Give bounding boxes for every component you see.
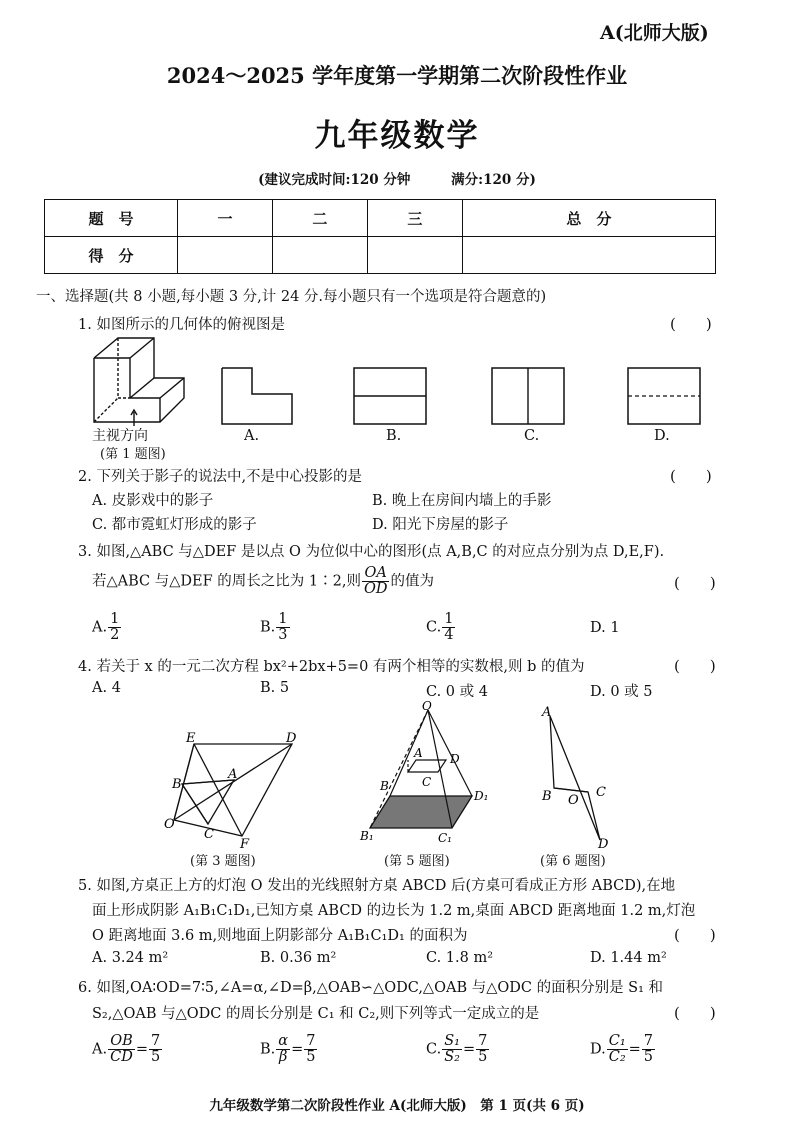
q1-option-a-figure <box>220 366 294 426</box>
q6-stem-line1: 6. 如图,OA∶OD=7∶5,∠A=α,∠D=β,△OAB∽△ODC,△OAB 与△ODC 的面积分别是 S₁ 和 <box>78 980 664 996</box>
fig5-label-o: O <box>422 699 432 713</box>
q1-stem: 1. 如图所示的几何体的俯视图是 <box>78 317 285 333</box>
exam-meta <box>0 168 794 188</box>
score-cell: 三 <box>367 200 462 237</box>
q2-answer-paren[interactable]: ( ) <box>670 467 712 485</box>
fraction-numerator: OB <box>108 1034 135 1050</box>
option-fraction-rhs <box>304 1034 317 1065</box>
score-cell: 总 分 <box>462 200 715 237</box>
figure-5 <box>356 700 496 848</box>
exam-title: 2024～2025 学年度第一学期第二次阶段性作业 <box>166 63 628 88</box>
q4-option-b[interactable]: B. 5 <box>260 680 290 696</box>
q2-option-a[interactable]: A. 皮影戏中的影子 <box>92 493 214 509</box>
q5-stem-line1: 5. 如图,方桌正上方的灯泡 O 发出的光线照射方桌 ABCD 后(方桌可看成正方形 ABCD),在地 <box>78 878 676 894</box>
fraction-denominator: 5 <box>150 1049 161 1066</box>
fraction-denominator: C₂ <box>608 1049 626 1066</box>
page-footer: 九年级数学第二次阶段性作业 A(北师大版) 第 1 页(共 6 页) <box>209 1098 585 1114</box>
option-label: C. <box>426 1041 442 1058</box>
q3-option-c[interactable] <box>426 612 456 643</box>
q1-option-d-figure <box>626 366 702 426</box>
option-label: B. <box>260 1041 276 1058</box>
option-fraction-rhs <box>149 1034 162 1065</box>
score-total-label: 满分:120 分) <box>451 172 536 188</box>
fraction-numerator: S₁ <box>444 1033 460 1049</box>
fraction-numerator: 7 <box>478 1033 488 1049</box>
fig6-label-b: B <box>542 789 552 804</box>
q4-option-a[interactable]: A. 4 <box>92 680 121 696</box>
fig5-label-b1: B₁ <box>360 829 374 843</box>
fraction-numerator: α <box>278 1033 289 1049</box>
score-cell: 二 <box>272 200 367 237</box>
q6-answer-paren[interactable]: ( ) <box>674 1004 716 1022</box>
fraction-denominator: 2 <box>110 627 120 644</box>
fraction-denominator: 5 <box>478 1049 488 1066</box>
fig3-caption: (第 3 题图) <box>190 854 256 869</box>
fig5-caption: (第 5 题图) <box>384 854 450 869</box>
fig3-label-c: C <box>204 827 214 842</box>
q1-view-label: 主视方向 <box>92 428 148 444</box>
fig6-label-o: O <box>568 793 579 808</box>
fig3-label-f: F <box>240 837 250 852</box>
fig5-label-b: B <box>380 779 389 793</box>
q6-stem-line2: S₂,△OAB 与△ODC 的周长分别是 C₁ 和 C₂,则下列等式一定成立的是 <box>92 1006 540 1022</box>
fraction-denominator: OD <box>363 581 388 598</box>
fraction-numerator: 1 <box>278 611 288 627</box>
fig5-label-c1: C₁ <box>438 831 452 845</box>
q4-option-c[interactable]: C. 0 或 4 <box>426 684 488 700</box>
q3-option-b[interactable] <box>260 612 291 643</box>
q1-option-b[interactable]: B. <box>386 428 402 444</box>
score-table-value-row <box>45 237 716 274</box>
q5-option-b[interactable]: B. 0.36 m² <box>260 950 337 966</box>
fraction-numerator: 1 <box>444 611 454 627</box>
fraction-numerator: OA <box>362 566 390 582</box>
option-fraction-lhs <box>108 1034 135 1065</box>
q3-option-a[interactable] <box>92 612 122 643</box>
q2-option-b[interactable]: B. 晚上在房间内墙上的手影 <box>372 493 552 509</box>
q4-answer-paren[interactable]: ( ) <box>674 657 716 675</box>
q2-option-d[interactable]: D. 阳光下房屋的影子 <box>372 517 509 533</box>
fraction-denominator: CD <box>110 1049 133 1066</box>
figure-3 <box>160 732 310 850</box>
fraction-denominator: β <box>278 1049 288 1066</box>
q6-option-b[interactable]: B. $\frac{\alpha}{\beta}$ = $\frac{7}{5}$ <box>260 1033 316 1066</box>
q6-option-a[interactable]: A. $\frac{OB}{CD}$ = $\frac{7}{5}$ <box>92 1033 161 1066</box>
fig5-label-d1: D₁ <box>474 789 489 803</box>
q4-option-d[interactable]: D. 0 或 5 <box>590 684 653 700</box>
section-heading: 一、选择题(共 8 小题,每小题 3 分,计 24 分.每小题只有一个选项是符合题意的) <box>36 289 547 305</box>
q5-stem-line3: O 距离地面 3.6 m,则地面上阴影部分 A₁B₁C₁D₁ 的面积为 <box>92 928 468 944</box>
option-label: B. <box>260 619 276 636</box>
q1-option-c[interactable]: C. <box>524 428 540 444</box>
option-label: A. <box>92 619 108 636</box>
q1-solid-figure <box>88 334 188 426</box>
fig3-label-b: B <box>172 777 182 792</box>
q4-stem: 4. 若关于 x 的一元二次方程 bx²+2bx+5=0 有两个相等的实数根,则 b 的值为 <box>78 659 585 675</box>
fig6-caption: (第 6 题图) <box>540 854 606 869</box>
fig3-label-a: A <box>228 767 238 782</box>
option-fraction <box>442 612 455 643</box>
q5-option-c[interactable]: C. 1.8 m² <box>426 950 494 966</box>
option-fraction <box>276 612 289 643</box>
q3-stem-suffix: 的值为 <box>390 573 434 590</box>
option-label: C. <box>426 619 442 636</box>
q1-option-b-figure <box>352 366 428 426</box>
score-input-cell[interactable] <box>272 237 367 274</box>
q1-option-a[interactable]: A. <box>244 428 260 444</box>
q6-option-d[interactable]: D. $\frac{\text{C₁}}{\text{C₂}}$ = $\frac{7}{5}$ <box>590 1033 654 1066</box>
q5-option-a[interactable]: A. 3.24 m² <box>92 950 169 966</box>
option-fraction-lhs <box>276 1034 290 1065</box>
option-label: D. <box>590 1041 606 1058</box>
fig3-label-o: O <box>164 817 175 832</box>
fig5-label-c: C <box>422 775 432 789</box>
option-fraction <box>108 612 121 643</box>
fraction-denominator: 3 <box>278 627 288 644</box>
fraction-numerator: C₁ <box>608 1033 626 1049</box>
option-fraction-lhs <box>607 1034 628 1065</box>
fig6-label-c: C <box>596 785 606 800</box>
q1-option-c-figure <box>490 366 566 426</box>
fraction-denominator: 5 <box>643 1049 654 1066</box>
score-input-cell[interactable] <box>178 237 273 274</box>
q3-stem-line1: 3. 如图,△ABC 与△DEF 是以点 O 为位似中心的图形(点 A,B,C 的对应点分别为点 D,E,F). <box>78 544 665 560</box>
fraction-numerator: 7 <box>643 1033 654 1049</box>
q5-option-d[interactable]: D. 1.44 m² <box>590 950 667 966</box>
score-table-header-row <box>45 200 716 237</box>
fig5-label-a: A <box>414 746 423 760</box>
fig3-label-d: D <box>286 731 297 746</box>
q6-option-c[interactable]: C. $\frac{\text{S₁}}{\text{S₂}}$ = $\frac{7}{5}$ <box>426 1033 488 1066</box>
score-table <box>44 199 716 274</box>
fig6-label-a: A <box>542 705 552 720</box>
q5-answer-paren[interactable]: ( ) <box>674 926 716 944</box>
fraction-numerator: 7 <box>150 1033 161 1049</box>
score-input-cell[interactable] <box>462 237 715 274</box>
q2-stem: 2. 下列关于影子的说法中,不是中心投影的是 <box>78 469 363 485</box>
fig6-label-d: D <box>598 837 609 852</box>
fraction-numerator: 7 <box>306 1033 316 1049</box>
fraction-denominator: S₂ <box>444 1049 460 1066</box>
q3-option-d[interactable]: D. 1 <box>590 620 620 636</box>
fraction-denominator: 4 <box>444 627 454 644</box>
q1-answer-paren[interactable]: ( ) <box>670 315 712 333</box>
option-fraction-rhs <box>642 1034 655 1065</box>
score-cell: 一 <box>178 200 273 237</box>
q3-stem-prefix: 若△ABC 与△DEF 的周长之比为 1∶2,则 <box>92 573 361 590</box>
q3-stem-line2 <box>92 566 434 597</box>
q1-option-d[interactable]: D. <box>654 428 670 444</box>
q3-answer-paren[interactable]: ( ) <box>674 574 716 592</box>
edition-label: A(北师大版) <box>600 22 709 44</box>
option-fraction-lhs <box>442 1034 462 1065</box>
score-cell: 题 号 <box>45 200 178 237</box>
figure-6 <box>530 704 620 850</box>
q2-option-c[interactable]: C. 都市霓虹灯形成的影子 <box>92 517 257 533</box>
score-input-cell[interactable] <box>367 237 462 274</box>
q3-ratio-fraction <box>362 566 390 597</box>
option-fraction-rhs <box>476 1034 489 1065</box>
fig3-label-e: E <box>186 731 196 746</box>
q5-stem-line2: 面上形成阴影 A₁B₁C₁D₁,已知方桌 ABCD 的边长为 1.2 m,桌面 ABCD 距离地面 1.2 m,灯泡 <box>92 903 696 919</box>
time-label: (建议完成时间:120 分钟 <box>258 172 411 188</box>
fig5-label-d: D <box>450 752 460 766</box>
fraction-denominator: 5 <box>306 1049 316 1066</box>
score-cell: 得 分 <box>45 237 178 274</box>
q1-figure-caption: (第 1 题图) <box>100 447 166 462</box>
subject-title: 九年级数学 <box>314 118 480 154</box>
fraction-numerator: 1 <box>110 611 120 627</box>
option-label: A. <box>92 1041 108 1058</box>
